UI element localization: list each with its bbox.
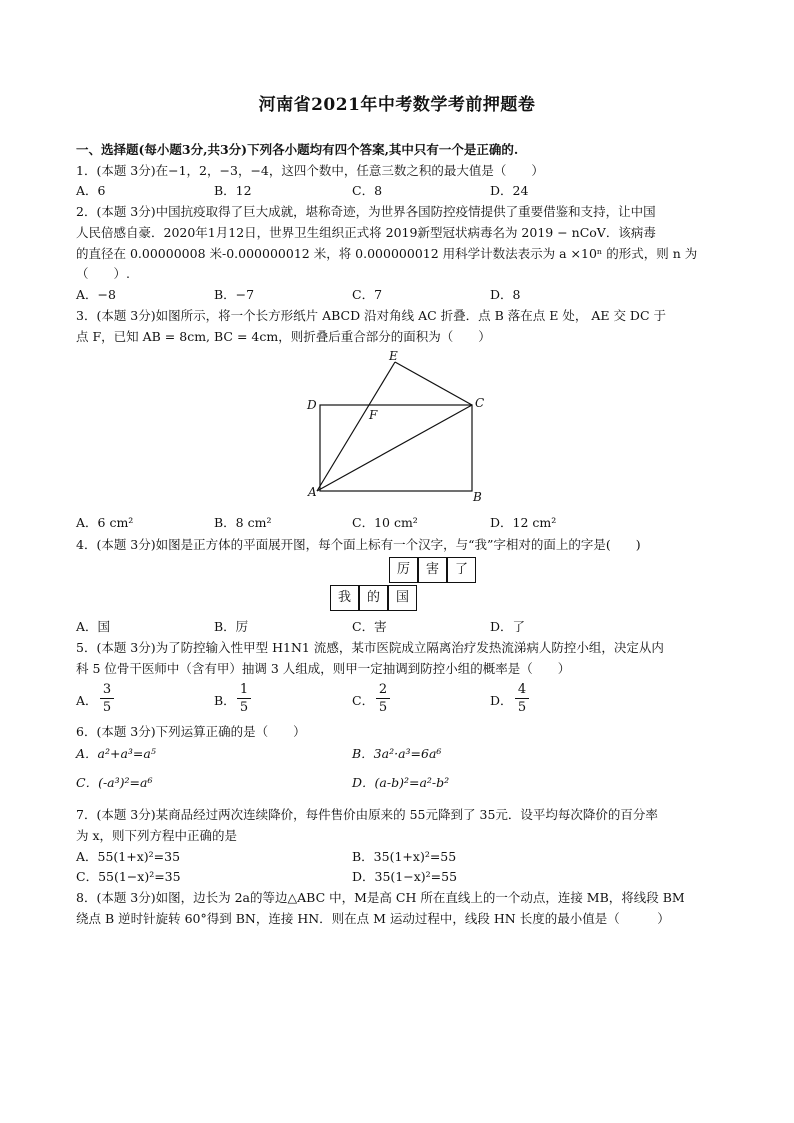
numerator: 1 xyxy=(239,682,249,697)
net-cell-hai: 害 xyxy=(418,557,447,583)
q2-line-3: 的直径在 0.00000008 米-0.000000012 米，将 0.000000012 用科学计数法表示为 a ×10ⁿ 的形式，则 n 为 xyxy=(76,246,698,261)
q3-line-2: 点 F，已知 AB = 8cm, BC = 4cm，则折叠后重合部分的面积为（ ） xyxy=(76,329,491,344)
label-e: E xyxy=(389,350,398,363)
q5-line-1: 5．(本题 3分)为了防控输入性甲型 H1N1 流感，某市医院成立隔离治疗发热流涕病人防控小组，决定从内 xyxy=(76,640,664,655)
label-f: F xyxy=(369,408,378,422)
q2-line-1: 2．(本题 3分)中国抗疫取得了巨大成就，堪称奇迹，为世界各国防控疫情提供了重要借鉴和支持，让中国 xyxy=(76,204,656,219)
q6-option-b: B．3a²·a³=6a⁶ xyxy=(352,746,442,761)
q5-fraction-a xyxy=(100,682,114,715)
q8-line-2: 绕点 B 逆时针旋转 60°得到 BN，连接 HN．则在点 M 运动过程中，线段 HN 长度的最小值是（ ） xyxy=(76,911,670,926)
q1-option-c: C．8 xyxy=(352,183,383,198)
q7-line-2: 为 x，则下列方程中正确的是 xyxy=(76,828,238,843)
numerator: 4 xyxy=(517,682,527,697)
q3-option-b: B．8 cm² xyxy=(214,515,272,530)
q2-option-a: A．−8 xyxy=(76,287,116,302)
section-heading: 一、选择题(每小题3分,共3分)下列各小题均有四个答案,其中只有一个是正确的. xyxy=(76,142,519,157)
segment-ec xyxy=(395,362,472,405)
net-cell-le: 了 xyxy=(447,557,476,583)
diagonal-ac xyxy=(317,405,472,491)
q4-option-c: C．害 xyxy=(352,619,387,634)
q5-fraction-c xyxy=(376,682,390,715)
q2-option-d: D．8 xyxy=(490,287,521,302)
q5-option-b: B． xyxy=(214,693,236,708)
page-title: 河南省2021年中考数学考前押题卷 xyxy=(258,95,536,115)
q2-option-b: B．−7 xyxy=(214,287,255,302)
q3-line-1: 3．(本题 3分)如图所示，将一个长方形纸片 ABCD 沿对角线 AC 折叠．点 B 落在点 E 处， AE 交 DC 于 xyxy=(76,308,666,323)
denominator: 5 xyxy=(239,700,249,715)
net-cell-wo: 我 xyxy=(330,585,359,611)
q7-option-d: D．35(1−x)²=55 xyxy=(352,869,458,884)
net-cell-guo: 国 xyxy=(388,585,417,611)
q3-option-d: D．12 cm² xyxy=(490,515,557,530)
q6-stem: 6．(本题 3分)下列运算正确的是（ ） xyxy=(76,724,306,739)
q5-fraction-d xyxy=(515,682,529,715)
denominator: 5 xyxy=(517,700,527,715)
label-c: C xyxy=(475,396,485,410)
q5-option-d: D． xyxy=(490,693,513,708)
q4-option-a: A．国 xyxy=(76,619,111,634)
label-a: A xyxy=(308,485,317,499)
q5-fraction-b xyxy=(237,682,251,715)
label-b: B xyxy=(473,490,482,504)
q2-line-2: 人民倍感自豪．2020年1月12日，世界卫生组织正式将 2019新型冠状病毒名为 2019 − nCoV．该病毒 xyxy=(76,225,656,240)
q6-option-d: D．(a-b)²=a²-b² xyxy=(352,775,450,790)
net-cell-li: 厉 xyxy=(389,557,418,583)
q7-option-b: B．35(1+x)²=55 xyxy=(352,849,457,864)
numerator: 3 xyxy=(102,682,112,697)
denominator: 5 xyxy=(102,700,112,715)
q1-stem: 1．(本题 3分)在−1，2，−3，−4，这四个数中，任意三数之积的最大值是（ ） xyxy=(76,163,544,178)
q3-option-c: C．10 cm² xyxy=(352,515,418,530)
denominator: 5 xyxy=(378,700,388,715)
q3-option-a: A．6 cm² xyxy=(76,515,134,530)
q3-figure xyxy=(300,350,500,505)
q2-line-4: （ ）. xyxy=(76,266,130,281)
q1-option-d: D．24 xyxy=(490,183,529,198)
q7-option-a: A．55(1+x)²=35 xyxy=(76,849,181,864)
q1-option-a: A．6 xyxy=(76,183,106,198)
q5-option-a: A． xyxy=(76,693,98,708)
q5-option-c: C． xyxy=(352,693,375,708)
q7-line-1: 7．(本题 3分)某商品经过两次连续降价，每件售价由原来的 55元降到了 35元．设平均每次降价的百分率 xyxy=(76,807,658,822)
net-cell-de: 的 xyxy=(359,585,388,611)
q2-option-c: C．7 xyxy=(352,287,383,302)
segment-ae xyxy=(317,362,395,491)
q6-option-a: A．a²+a³=a⁵ xyxy=(76,746,156,761)
q4-stem: 4．(本题 3分)如图是正方体的平面展开图，每个面上标有一个汉字，与“我”字相对的面上的字是( ) xyxy=(76,537,641,552)
q8-line-1: 8．(本题 3分)如图，边长为 2a的等边△ABC 中，M是高 CH 所在直线上的一个动点，连接 MB，将线段 BM xyxy=(76,890,685,905)
q4-option-d: D．了 xyxy=(490,619,526,634)
q5-line-2: 科 5 位骨干医师中（含有甲）抽调 3 人组成，则甲一定抽调到防控小组的概率是（ ） xyxy=(76,661,571,676)
numerator: 2 xyxy=(378,682,388,697)
q6-option-c: C．(-a³)²=a⁶ xyxy=(76,775,153,790)
q7-option-c: C．55(1−x)²=35 xyxy=(76,869,181,884)
label-d: D xyxy=(307,398,317,412)
q1-option-b: B．12 xyxy=(214,183,252,198)
q4-option-b: B．厉 xyxy=(214,619,249,634)
